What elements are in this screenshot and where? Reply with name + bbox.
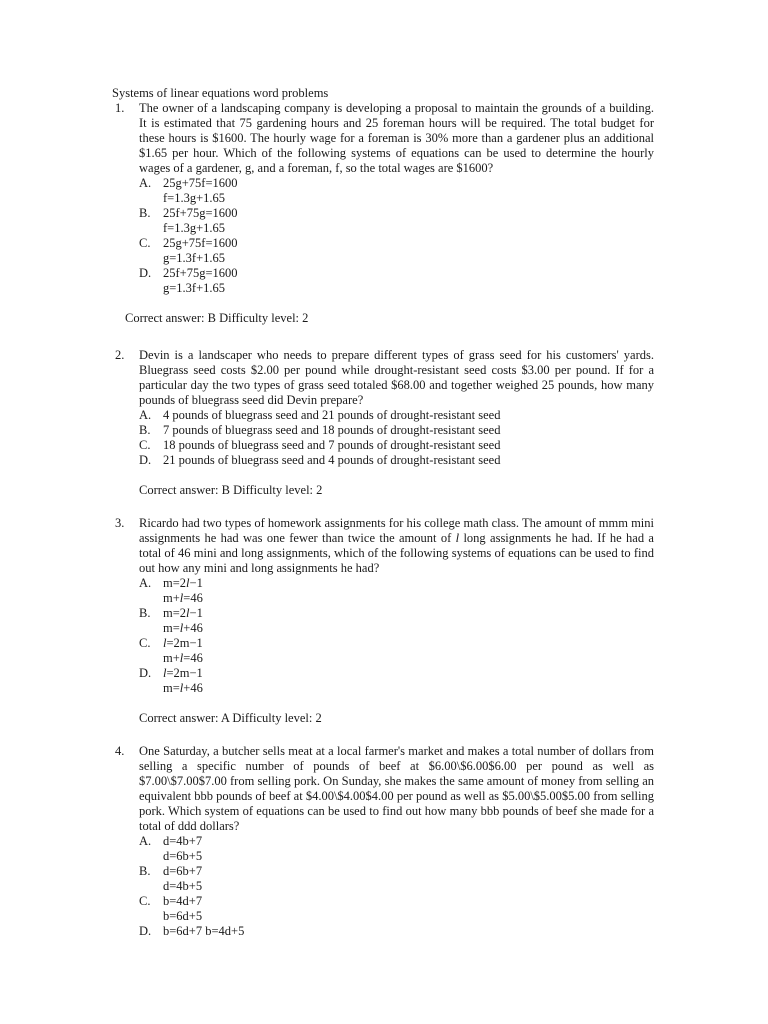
option-line: m+l=46 [163,591,203,605]
option-b [139,423,654,438]
question-text [139,516,654,576]
question-text: Devin is a landscaper who needs to prepare different types of grass seed for his customers' yards. Bluegrass seed costs $2.00 per pound while drought-resistant seed costs $3.00 per pound. If for a particular day the two types of grass seed totaled $68.00 and together weighed 25 pounds, how many pounds of bluegrass seed did Devin prepare? [139,348,654,407]
option-letter: C. [139,236,151,250]
question-number: 2. [115,348,125,362]
option-line: m=2l−1 [163,576,203,590]
option-line: m+l=46 [163,651,203,665]
option-line: m=l+46 [163,621,203,635]
option-line: f=1.3g+1.65 [163,191,226,205]
option-line: d=4b+5 [163,879,203,893]
document-page [112,86,654,939]
option-letter: D. [139,453,152,467]
option-letter: D. [139,666,152,680]
option-c [139,894,654,924]
option-d [139,266,654,296]
option-line: b=6d+7 b=4d+5 [163,924,245,938]
question-1 [112,101,654,296]
option-c [139,636,654,666]
option-letter: A. [139,576,152,590]
document-title: Systems of linear equations word problems [112,86,329,100]
option-letter: A. [139,176,152,190]
option-a [139,176,654,206]
option-list [139,834,654,939]
question-number: 4. [115,744,125,758]
option-letter: A. [139,834,152,848]
question-number: 1. [115,101,125,115]
option-a [139,834,654,864]
option-letter: D. [139,924,152,938]
option-list [139,176,654,296]
option-list [139,576,654,696]
option-letter: C. [139,636,151,650]
option-line: d=6b+7 [163,864,203,878]
question-number: 3. [115,516,125,530]
option-line: 7 pounds of bluegrass seed and 18 pounds of drought-resistant seed [163,423,501,437]
question-2 [112,348,654,498]
question-4 [112,744,654,939]
question-text-variable: l [455,531,460,545]
correct-answer-1: Correct answer: B Difficulty level: 2 [125,311,309,325]
option-list [139,408,654,468]
option-d [139,924,654,939]
option-line: 25f+75g=1600 [163,266,238,280]
option-letter: C. [139,894,151,908]
option-letter: B. [139,423,151,437]
option-line: d=4b+7 [163,834,203,848]
option-line: m=2l−1 [163,606,203,620]
option-a [139,408,654,423]
option-letter: A. [139,408,152,422]
option-line: 21 pounds of bluegrass seed and 4 pounds of drought-resistant seed [163,453,501,467]
correct-answer-3: Correct answer: A Difficulty level: 2 [139,711,322,725]
option-line: g=1.3f+1.65 [163,281,226,295]
correct-answer-2: Correct answer: B Difficulty level: 2 [139,483,323,497]
option-a [139,576,654,606]
option-c [139,236,654,266]
option-c [139,438,654,453]
option-letter: C. [139,438,151,452]
option-line: 25g+75f=1600 [163,176,238,190]
question-3 [112,516,654,726]
option-line: 4 pounds of bluegrass seed and 21 pounds of drought-resistant seed [163,408,501,422]
option-line: b=4d+7 [163,894,203,908]
option-line: l=2m−1 [163,666,203,680]
option-line: b=6d+5 [163,909,203,923]
option-letter: B. [139,864,151,878]
option-d [139,453,654,468]
question-text-part: long assignments he had. If he had a total of 46 mini and long assignments, which of the following systems of equations can be used to find out how any mini and long assignments he had? [139,531,654,575]
option-b [139,606,654,636]
question-text: The owner of a landscaping company is developing a proposal to maintain the grounds of a building. It is estimated that 75 gardening hours and 25 foreman hours will be required. The total budget for these hours is $1600. The hourly wage for a foreman is 30% more than a gardener plus an additional $1.65 per hour. Which of the following systems of equations can be used to determine the hourly wages of a gardener, g, and a foreman, f, so the total wages are $1600? [139,101,654,175]
option-d [139,666,654,696]
option-line: g=1.3f+1.65 [163,251,226,265]
option-line: 25g+75f=1600 [163,236,238,250]
option-letter: B. [139,206,151,220]
option-line: f=1.3g+1.65 [163,221,226,235]
option-line: l=2m−1 [163,636,203,650]
option-letter: D. [139,266,152,280]
option-line: d=6b+5 [163,849,203,863]
option-letter: B. [139,606,151,620]
question-text-part: Ricardo had two types of homework assignments for his college math class. The amount of mmm mini assignments he had was one fewer than twice the amount of [139,516,654,545]
option-line: 18 pounds of bluegrass seed and 7 pounds of drought-resistant seed [163,438,501,452]
question-text: One Saturday, a butcher sells meat at a local farmer's market and makes a total number of dollars from selling a specific number of pounds of beef at $6.00\$6.00$6.00 per pound as well as $7.00\$7.00$7.00 from selling pork. On Sunday, she makes the same amount of money from selling an equivalent bbb pounds of beef at $4.00\$4.00$4.00 per pound as well as $5.00\$5.00$5.00 from selling pork. Which system of equations can be used to find out how many bbb pounds of beef she made for a total of ddd dollars? [139,744,654,833]
option-line: m=l+46 [163,681,203,695]
option-b [139,864,654,894]
option-line: 25f+75g=1600 [163,206,238,220]
option-b [139,206,654,236]
